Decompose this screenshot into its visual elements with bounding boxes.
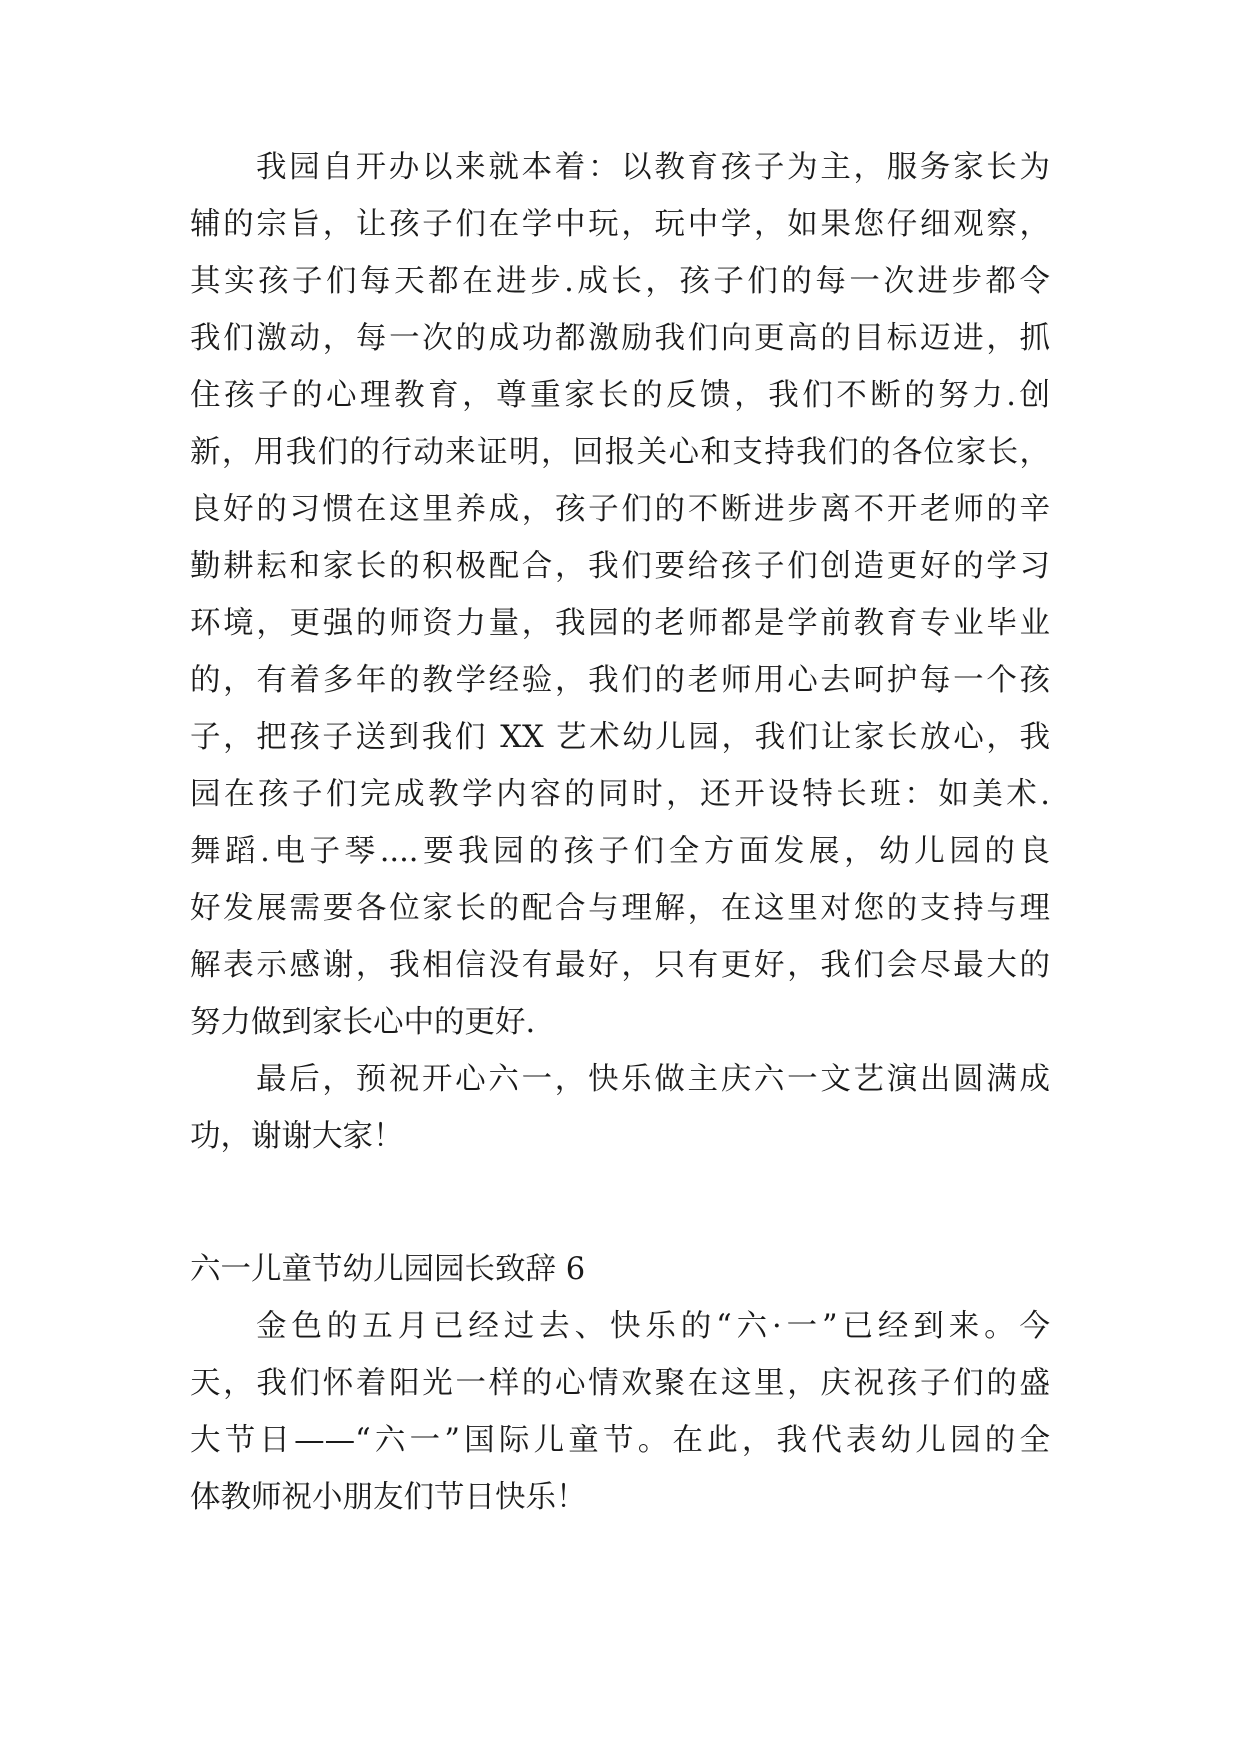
paragraph-1-line-3: 其实孩子们每天都在进步.成长，孩子们的每一次进步都令 [190,264,1050,299]
paragraph-3-line-4: 体教师祝小朋友们节日快乐！ [190,1480,587,1515]
paragraph-1-line-8: 勤耕耘和家长的积极配合，我们要给孩子们创造更好的学习 [190,549,1050,584]
paragraph-1-line-5: 住孩子的心理教育，尊重家长的反馈，我们不断的努力.创 [190,378,1050,413]
paragraph-3-line-2: 天，我们怀着阳光一样的心情欢聚在这里，庆祝孩子们的盛 [190,1366,1050,1401]
paragraph-1-line-4: 我们激动，每一次的成功都激励我们向更高的目标迈进，抓 [190,321,1050,356]
paragraph-1-line-15: 解表示感谢，我相信没有最好，只有更好，我们会尽最大的 [190,948,1050,983]
paragraph-2-line-1: 最后，预祝开心六一，快乐做主庆六一文艺演出圆满成 [256,1062,1050,1097]
paragraph-1-line-7: 良好的习惯在这里养成，孩子们的不断进步离不开老师的辛 [190,492,1050,527]
paragraph-3-line-1: 金色的五月已经过去、快乐的“六·一”已经到来。今 [256,1309,1050,1344]
paragraph-1-line-16: 努力做到家长心中的更好. [190,1005,536,1040]
section-heading: 六一儿童节幼儿园园长致辞 6 [190,1252,586,1287]
paragraph-1-line-2: 辅的宗旨，让孩子们在学中玩，玩中学，如果您仔细观察， [190,207,1050,242]
paragraph-1-line-12: 园在孩子们完成教学内容的同时，还开设特长班：如美术. [190,777,1050,812]
paragraph-1-line-10: 的，有着多年的教学经验，我们的老师用心去呵护每一个孩 [190,663,1050,698]
paragraph-1-line-14: 好发展需要各位家长的配合与理解，在这里对您的支持与理 [190,891,1050,926]
paragraph-1-line-9: 环境，更强的师资力量，我园的老师都是学前教育专业毕业 [190,606,1050,641]
paragraph-2-line-2: 功，谢谢大家！ [190,1119,404,1154]
paragraph-1-line-11: 子，把孩子送到我们 XX 艺术幼儿园，我们让家长放心，我 [190,720,1050,755]
paragraph-1-line-13: 舞蹈.电子琴....要我园的孩子们全方面发展，幼儿园的良 [190,834,1050,869]
paragraph-1-line-1: 我园自开办以来就本着：以教育孩子为主，服务家长为 [256,150,1050,185]
paragraph-1-line-6: 新，用我们的行动来证明，回报关心和支持我们的各位家长， [190,435,1050,470]
paragraph-3-line-3: 大节日——“六一”国际儿童节。在此，我代表幼儿园的全 [190,1423,1050,1458]
